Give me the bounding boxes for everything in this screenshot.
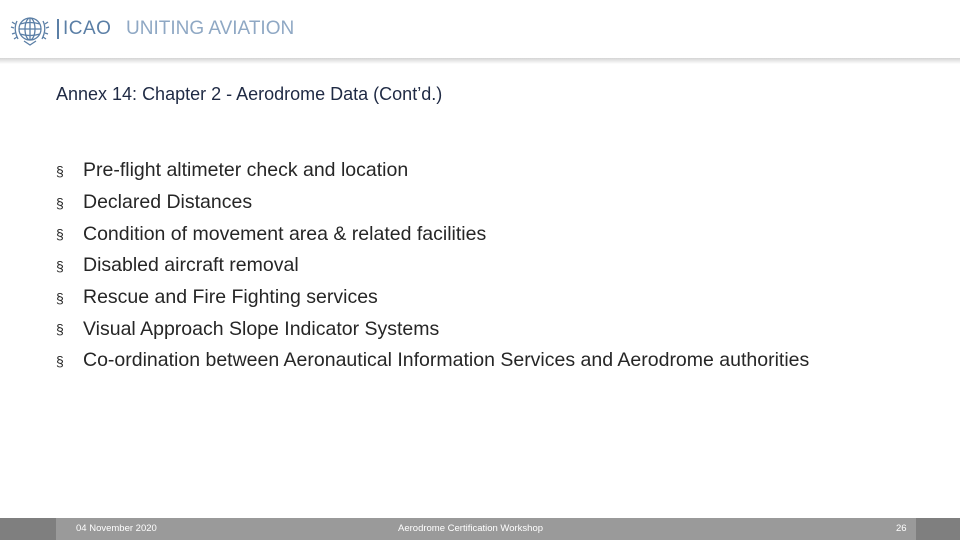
bullet-icon: §	[56, 352, 64, 369]
list-item	[56, 313, 809, 345]
bullet-text: Visual Approach Slope Indicator Systems	[83, 317, 440, 340]
bullet-text: Co-ordination between Aeronautical Information Services and Aerodrome authorities	[83, 349, 810, 372]
bullet-icon: §	[56, 257, 64, 274]
footer-bar	[0, 518, 960, 540]
bullet-text: Condition of movement area & related facilities	[83, 222, 487, 245]
footer-event-name: Aerodrome Certification Workshop	[398, 523, 544, 534]
bullet-icon: §	[56, 289, 64, 306]
bullet-text: Rescue and Fire Fighting services	[83, 286, 378, 309]
page-number: 26	[896, 523, 907, 534]
slide-title: Annex 14: Chapter 2 - Aerodrome Data (Cont’d.)	[56, 84, 443, 104]
list-item	[56, 155, 809, 187]
list-item	[56, 187, 809, 219]
bullet-icon: §	[56, 226, 64, 243]
footer-date: 04 November 2020	[76, 523, 157, 534]
list-item	[56, 250, 809, 282]
bullet-icon: §	[56, 321, 64, 338]
bullet-icon: §	[56, 194, 64, 211]
bullet-text: Disabled aircraft removal	[83, 254, 299, 277]
list-item	[56, 282, 809, 314]
icao-globe-logo-icon	[10, 10, 50, 48]
bullet-text: Pre-flight altimeter check and location	[83, 159, 409, 182]
tagline: UNITING AVIATION	[126, 18, 295, 39]
org-name: ICAO	[63, 18, 112, 39]
bullet-text: Declared Distances	[83, 191, 253, 214]
list-item	[56, 218, 809, 250]
list-item	[56, 345, 809, 377]
logo-divider	[57, 19, 59, 39]
header-bar	[0, 0, 960, 58]
bullet-icon: §	[56, 162, 64, 179]
bullet-list	[56, 155, 809, 377]
header-divider	[0, 58, 960, 64]
